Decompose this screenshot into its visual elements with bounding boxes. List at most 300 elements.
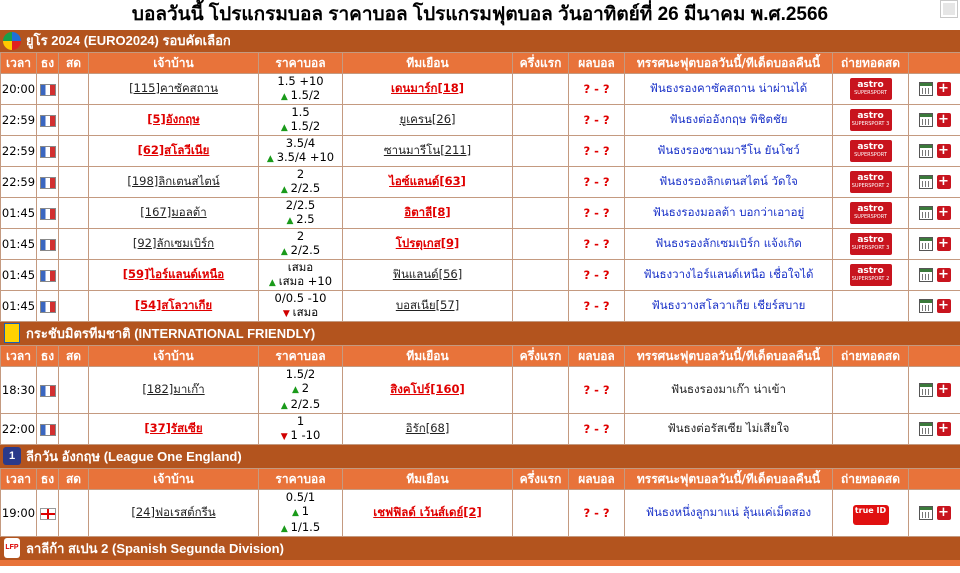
arrow-up-icon: ▲	[280, 123, 291, 133]
astro-supersport-logo[interactable]	[850, 264, 892, 286]
calendar-icon[interactable]	[919, 206, 933, 220]
odds-cell	[259, 367, 343, 414]
tv-channel-name: astro	[857, 111, 884, 121]
tv-channel-sub: SUPERSPORT	[854, 214, 887, 220]
calendar-icon[interactable]	[919, 422, 933, 436]
league-bar-league-one[interactable]	[0, 445, 960, 468]
flag-cell	[37, 105, 59, 136]
calendar-icon[interactable]	[919, 383, 933, 397]
column-header-home: เจ้าบ้าน	[89, 469, 259, 490]
actions-cell	[909, 167, 960, 198]
away-team-cell	[343, 136, 513, 167]
actions	[909, 113, 960, 127]
odds-line: เสมอ	[287, 260, 314, 274]
odds-value: 1.5/2	[290, 88, 321, 102]
tip-link[interactable]: ฟันธงรองมาเก๊า น่าเข้า	[625, 367, 833, 414]
home-team-link[interactable]: [92]ลักเซมเบิร์ก	[132, 236, 215, 250]
actions	[909, 299, 960, 313]
actions-cell	[909, 198, 960, 229]
odds-line: 1.5	[291, 105, 310, 119]
odds-line	[259, 88, 342, 104]
away-team-link[interactable]: ไอซ์แลนด์[63]	[389, 174, 466, 188]
column-header-tv: ถ่ายทอดสด	[833, 346, 909, 367]
half-time-cell	[513, 229, 569, 260]
arrow-up-icon: ▲	[268, 278, 279, 288]
half-time-cell	[513, 136, 569, 167]
score-cell: ? - ?	[569, 260, 625, 291]
astro-supersport-logo[interactable]	[850, 109, 892, 131]
tip-link[interactable]: ฟันธงวางสโลวาเกีย เชียร์สบาย	[625, 291, 833, 322]
odds-cell	[259, 260, 343, 291]
astro-supersport-logo[interactable]	[850, 140, 892, 162]
flag-icon	[40, 115, 56, 127]
flag-icon	[40, 239, 56, 251]
odds-line	[259, 305, 342, 321]
column-header-result: ผลบอล	[569, 346, 625, 367]
live-cell	[59, 167, 89, 198]
away-team-cell	[343, 490, 513, 537]
match-row	[1, 291, 960, 322]
home-team-cell	[89, 291, 259, 322]
flag-icon	[40, 146, 56, 158]
match-time: 22:59	[1, 136, 37, 167]
actions	[909, 422, 960, 436]
tv-channel-name: astro	[857, 204, 884, 214]
column-header-odds: ราคาบอล	[259, 346, 343, 367]
away-team-link[interactable]: ซานมารีโน[211]	[383, 143, 472, 157]
column-header-actions	[909, 469, 960, 490]
actions	[909, 144, 960, 158]
odds-line: 2/2.5	[285, 198, 316, 212]
match-time: 18:30	[1, 367, 37, 414]
tip-link[interactable]: ฟันธงต่อรัสเซีย ไม่เสียใจ	[625, 414, 833, 445]
league-bar-laliga-2[interactable]	[0, 537, 960, 560]
away-team-cell	[343, 414, 513, 445]
arrow-down-icon: ▼	[282, 309, 293, 319]
plus-icon[interactable]: +	[938, 174, 949, 189]
actions	[909, 383, 960, 397]
tip-link[interactable]: ฟันธงหนึ่งลูกมาแน่ ลุ้นแค่เม็ดสอง	[625, 490, 833, 537]
arrow-up-icon: ▲	[280, 185, 291, 195]
home-team-link[interactable]: [167]มอลต้า	[140, 205, 207, 219]
arrow-up-icon: ▲	[291, 508, 302, 518]
tv-cell	[833, 260, 909, 291]
plus-icon[interactable]: +	[938, 267, 949, 282]
odds-line: 0/0.5 -10	[274, 291, 327, 305]
odds-value: 1	[301, 504, 310, 518]
away-team-cell	[343, 229, 513, 260]
flag-cell	[37, 229, 59, 260]
tv-channel-name: astro	[857, 266, 884, 276]
half-time-cell	[513, 414, 569, 445]
astro-supersport-logo[interactable]	[850, 233, 892, 255]
away-team-link[interactable]: โปรตุเกส[9]	[395, 236, 460, 250]
tip-link[interactable]: ฟันธงวางไอร์แลนด์เหนือ เชื่อใจได้	[625, 260, 833, 291]
column-header-home: เจ้าบ้าน	[89, 53, 259, 74]
tv-channel-name: astro	[857, 173, 884, 183]
calendar-icon[interactable]	[919, 299, 933, 313]
match-row	[1, 74, 960, 105]
actions-cell	[909, 105, 960, 136]
odds-line	[259, 212, 342, 228]
match-time: 20:00	[1, 74, 37, 105]
flag-cell	[37, 136, 59, 167]
league-name: ลีกวัน อังกฤษ (League One England)	[26, 449, 242, 464]
home-team-cell	[89, 229, 259, 260]
tv-channel-sub: SUPERSPORT 3	[851, 245, 890, 251]
odds-value: 2	[301, 381, 310, 395]
score-cell: ? - ?	[569, 105, 625, 136]
flag-cell	[37, 291, 59, 322]
actions	[909, 268, 960, 282]
odds-line	[259, 381, 342, 397]
calendar-icon[interactable]	[919, 82, 933, 96]
match-row	[1, 414, 960, 445]
away-team-link[interactable]: บอสเนีย[57]	[395, 298, 460, 312]
calendar-icon[interactable]	[919, 175, 933, 189]
odds-line	[259, 181, 342, 197]
half-time-cell	[513, 367, 569, 414]
tip-link[interactable]: ฟันธงต่ออังกฤษ พิชิตชัย	[625, 105, 833, 136]
away-team-cell	[343, 260, 513, 291]
arrow-up-icon: ▲	[280, 247, 291, 257]
match-time: 19:00	[1, 490, 37, 537]
match-time: 01:45	[1, 291, 37, 322]
plus-icon[interactable]: +	[938, 298, 949, 313]
tv-cell	[833, 198, 909, 229]
tv-channel-name: astro	[857, 80, 884, 90]
score-cell: ? - ?	[569, 198, 625, 229]
tv-channel-name: astro	[857, 142, 884, 152]
column-header-home: เจ้าบ้าน	[89, 346, 259, 367]
away-team-cell	[343, 167, 513, 198]
match-time: 22:59	[1, 105, 37, 136]
actions	[909, 175, 960, 189]
flag-icon	[40, 508, 56, 520]
odds-line	[259, 520, 342, 536]
home-team-link[interactable]: [54]สโลวาเกีย	[134, 298, 213, 312]
home-team-cell	[89, 260, 259, 291]
flag-cell	[37, 167, 59, 198]
live-cell	[59, 229, 89, 260]
actions-cell	[909, 414, 960, 445]
arrow-up-icon: ▲	[280, 524, 291, 534]
actions-cell	[909, 74, 960, 105]
away-team-link[interactable]: เดนมาร์ก[18]	[391, 81, 464, 95]
away-team-link[interactable]: เชฟฟิลด์ เว้นส์เดย์[2]	[373, 505, 482, 519]
score-cell: ? - ?	[569, 167, 625, 198]
tv-cell	[833, 490, 909, 537]
page-title	[0, 0, 960, 30]
odds-line: 3.5/4	[285, 136, 316, 150]
calendar-icon[interactable]	[919, 144, 933, 158]
tv-cell	[833, 367, 909, 414]
home-team-link[interactable]: [62]สโลวีเนีย	[137, 143, 210, 157]
odds-line: 1	[296, 414, 305, 428]
page-title-text: บอลวันนี้ โปรแกรมบอล ราคาบอล โปรแกรมฟุตบอล วันอาทิตย์ที่ 26 มีนาคม พ.ศ.2566	[131, 4, 829, 25]
tv-channel-sub: SUPERSPORT 2	[851, 276, 890, 282]
match-time: 01:45	[1, 198, 37, 229]
home-team-link[interactable]: [182]มาเก๊า	[142, 382, 205, 396]
table-header-row	[1, 469, 960, 490]
away-team-link[interactable]: อิตาลี[8]	[404, 205, 451, 219]
column-header-tips: ทรรศนะฟุตบอลวันนี้/ทีเด็ดบอลคืนนี้	[625, 469, 833, 490]
column-header-half: ครึ่งแรก	[513, 469, 569, 490]
home-team-cell	[89, 74, 259, 105]
odds-value: 3.5/4 +10	[276, 150, 335, 164]
odds-value: 1 -10	[290, 428, 321, 442]
score-cell: ? - ?	[569, 74, 625, 105]
odds-value: 2/2.5	[290, 397, 321, 411]
odds-value: 2/2.5	[290, 181, 321, 195]
tv-channel-name: astro	[857, 235, 884, 245]
away-team-link[interactable]: อิรัก[68]	[405, 421, 450, 435]
flag-cell	[37, 260, 59, 291]
column-header-actions	[909, 53, 960, 74]
score-cell: ? - ?	[569, 367, 625, 414]
league-one-logo-icon: 1	[2, 446, 22, 466]
flag-cell	[37, 490, 59, 537]
column-header-flag: ธง	[37, 53, 59, 74]
match-row	[1, 260, 960, 291]
tv-cell	[833, 136, 909, 167]
home-team-link[interactable]: [37]รัสเซีย	[144, 421, 203, 435]
flag-icon	[40, 177, 56, 189]
flag-cell	[37, 414, 59, 445]
column-header-time: เวลา	[1, 346, 37, 367]
away-team-cell	[343, 74, 513, 105]
league-name: ลาลีก้า สเปน 2 (Spanish Segunda Division)	[26, 541, 284, 556]
actions	[909, 82, 960, 96]
tv-cell	[833, 414, 909, 445]
tv-cell	[833, 229, 909, 260]
home-team-link[interactable]: [198]ลิกเตนสไตน์	[127, 174, 220, 188]
arrow-down-icon: ▼	[280, 432, 291, 442]
column-header-tv: ถ่ายทอดสด	[833, 53, 909, 74]
column-header-odds: ราคาบอล	[259, 469, 343, 490]
arrow-up-icon: ▲	[286, 216, 297, 226]
match-row	[1, 490, 960, 537]
away-team-cell	[343, 291, 513, 322]
astro-supersport-logo[interactable]	[850, 202, 892, 224]
odds-value: 1/1.5	[290, 520, 321, 534]
match-time: 22:59	[1, 167, 37, 198]
match-time: 01:45	[1, 229, 37, 260]
tv-cell	[833, 167, 909, 198]
arrow-up-icon: ▲	[280, 401, 291, 411]
odds-line: 2	[296, 229, 305, 243]
odds-line: 2	[296, 167, 305, 181]
actions-cell	[909, 291, 960, 322]
half-time-cell	[513, 490, 569, 537]
odds-line: 1.5/2	[285, 367, 316, 381]
league-bar-friendly[interactable]	[0, 322, 960, 345]
live-cell	[59, 105, 89, 136]
live-cell	[59, 414, 89, 445]
odds-line	[259, 428, 342, 444]
odds-cell	[259, 74, 343, 105]
tip-link[interactable]: ฟันธงรองลิกเตนสไตน์ วัดใจ	[625, 167, 833, 198]
live-cell	[59, 367, 89, 414]
odds-cell	[259, 105, 343, 136]
tip-link[interactable]: ฟันธงรองมอลต้า บอกว่าเอาอยู่	[625, 198, 833, 229]
half-time-cell	[513, 167, 569, 198]
match-table-euro	[0, 52, 960, 322]
actions	[909, 506, 960, 520]
laliga-2-logo-icon: LFP	[2, 538, 22, 558]
odds-cell	[259, 136, 343, 167]
away-team-link[interactable]: ยูเครน[26]	[399, 112, 456, 126]
odds-line	[259, 504, 342, 520]
odds-cell	[259, 229, 343, 260]
column-header-result: ผลบอล	[569, 469, 625, 490]
column-header-time: เวลา	[1, 469, 37, 490]
plus-icon[interactable]: +	[938, 236, 949, 251]
odds-line	[259, 397, 342, 413]
column-header-away: ทีมเยือน	[343, 53, 513, 74]
table-header-strip	[0, 560, 960, 566]
score-cell: ? - ?	[569, 291, 625, 322]
actions-cell	[909, 229, 960, 260]
home-team-cell	[89, 198, 259, 229]
odds-cell	[259, 414, 343, 445]
odds-cell	[259, 198, 343, 229]
tv-channel-sub: SUPERSPORT 3	[851, 121, 890, 127]
match-row	[1, 367, 960, 414]
league-name: ยูโร 2024 (EURO2024) รอบคัดเลือก	[26, 33, 231, 48]
friendly-logo-icon	[2, 323, 22, 343]
away-team-link[interactable]: ฟินแลนด์[56]	[392, 267, 463, 281]
tip-link[interactable]: ฟันธงรองคาซัคสถาน น่าผ่านได้	[625, 74, 833, 105]
live-cell	[59, 74, 89, 105]
home-team-link[interactable]: [24]ฟอเรสต์กรีน	[131, 505, 216, 519]
column-header-tips: ทรรศนะฟุตบอลวันนี้/ทีเด็ดบอลคืนนี้	[625, 53, 833, 74]
flag-cell	[37, 74, 59, 105]
column-header-flag: ธง	[37, 346, 59, 367]
league-bar-euro[interactable]	[0, 30, 960, 52]
home-team-link[interactable]: [5]อังกฤษ	[147, 112, 200, 126]
plus-icon[interactable]: +	[938, 81, 949, 96]
flag-icon	[40, 301, 56, 313]
calendar-icon[interactable]	[919, 506, 933, 520]
live-cell	[59, 291, 89, 322]
column-header-actions	[909, 346, 960, 367]
column-header-time: เวลา	[1, 53, 37, 74]
home-team-cell	[89, 105, 259, 136]
score-cell: ? - ?	[569, 414, 625, 445]
tv-channel-sub: SUPERSPORT 2	[851, 183, 890, 189]
astro-supersport-logo[interactable]	[850, 78, 892, 100]
actions	[909, 237, 960, 251]
tip-link[interactable]: ฟันธงรองลักเซมเบิร์ก แจ้งเกิด	[625, 229, 833, 260]
odds-value: 2.5	[296, 212, 315, 226]
actions	[909, 206, 960, 220]
half-time-cell	[513, 105, 569, 136]
actions-cell	[909, 260, 960, 291]
match-time: 22:00	[1, 414, 37, 445]
arrow-up-icon: ▲	[280, 92, 291, 102]
column-header-live: สด	[59, 469, 89, 490]
calendar-icon[interactable]	[919, 113, 933, 127]
calendar-icon[interactable]	[919, 268, 933, 282]
odds-line	[259, 150, 342, 166]
actions-cell	[909, 490, 960, 537]
plus-icon[interactable]: +	[938, 205, 949, 220]
live-cell	[59, 260, 89, 291]
flag-cell	[37, 198, 59, 229]
table-header-row	[1, 53, 960, 74]
live-cell	[59, 198, 89, 229]
tv-cell	[833, 105, 909, 136]
plus-icon[interactable]: +	[938, 382, 949, 397]
home-team-cell	[89, 490, 259, 537]
plus-icon[interactable]: +	[938, 143, 949, 158]
trueid-logo[interactable]: true ID	[853, 505, 889, 525]
match-row	[1, 136, 960, 167]
table-header-row	[1, 346, 960, 367]
home-team-link[interactable]: [115]คาซัคสถาน	[129, 81, 218, 95]
match-time: 01:45	[1, 260, 37, 291]
half-time-cell	[513, 74, 569, 105]
flag-icon	[40, 208, 56, 220]
home-team-cell	[89, 136, 259, 167]
plus-icon[interactable]: +	[938, 505, 949, 520]
odds-value: เสมอ	[292, 305, 319, 319]
flag-icon	[40, 84, 56, 96]
column-header-tv: ถ่ายทอดสด	[833, 469, 909, 490]
league-name: กระชับมิตรทีมชาติ (INTERNATIONAL FRIENDLY)	[26, 326, 316, 341]
odds-cell	[259, 167, 343, 198]
window-corner-button[interactable]	[940, 0, 958, 18]
column-header-result: ผลบอล	[569, 53, 625, 74]
match-row	[1, 167, 960, 198]
half-time-cell	[513, 198, 569, 229]
live-cell	[59, 136, 89, 167]
half-time-cell	[513, 260, 569, 291]
home-team-cell	[89, 414, 259, 445]
half-time-cell	[513, 291, 569, 322]
calendar-icon[interactable]	[919, 237, 933, 251]
column-header-away: ทีมเยือน	[343, 346, 513, 367]
plus-icon[interactable]: +	[938, 421, 949, 436]
column-header-live: สด	[59, 53, 89, 74]
home-team-cell	[89, 367, 259, 414]
match-row	[1, 105, 960, 136]
plus-icon[interactable]: +	[938, 112, 949, 127]
odds-line	[259, 274, 342, 290]
home-team-cell	[89, 167, 259, 198]
score-cell: ? - ?	[569, 490, 625, 537]
home-team-link[interactable]: [59]ไอร์แลนด์เหนือ	[122, 267, 225, 281]
odds-line	[259, 243, 342, 259]
tv-channel-sub: SUPERSPORT	[854, 90, 887, 96]
odds-line	[259, 119, 342, 135]
odds-value: เสมอ +10	[278, 274, 333, 288]
tv-cell	[833, 291, 909, 322]
actions-cell	[909, 367, 960, 414]
flag-icon	[40, 424, 56, 436]
flag-cell	[37, 367, 59, 414]
away-team-link[interactable]: สิงคโปร์[160]	[390, 382, 465, 396]
away-team-cell	[343, 198, 513, 229]
odds-value: 1.5/2	[290, 119, 321, 133]
astro-supersport-logo[interactable]	[850, 171, 892, 193]
match-row	[1, 198, 960, 229]
odds-cell	[259, 291, 343, 322]
match-row	[1, 229, 960, 260]
tip-link[interactable]: ฟันธงรองซานมารีโน ยันโชว์	[625, 136, 833, 167]
score-cell: ? - ?	[569, 136, 625, 167]
